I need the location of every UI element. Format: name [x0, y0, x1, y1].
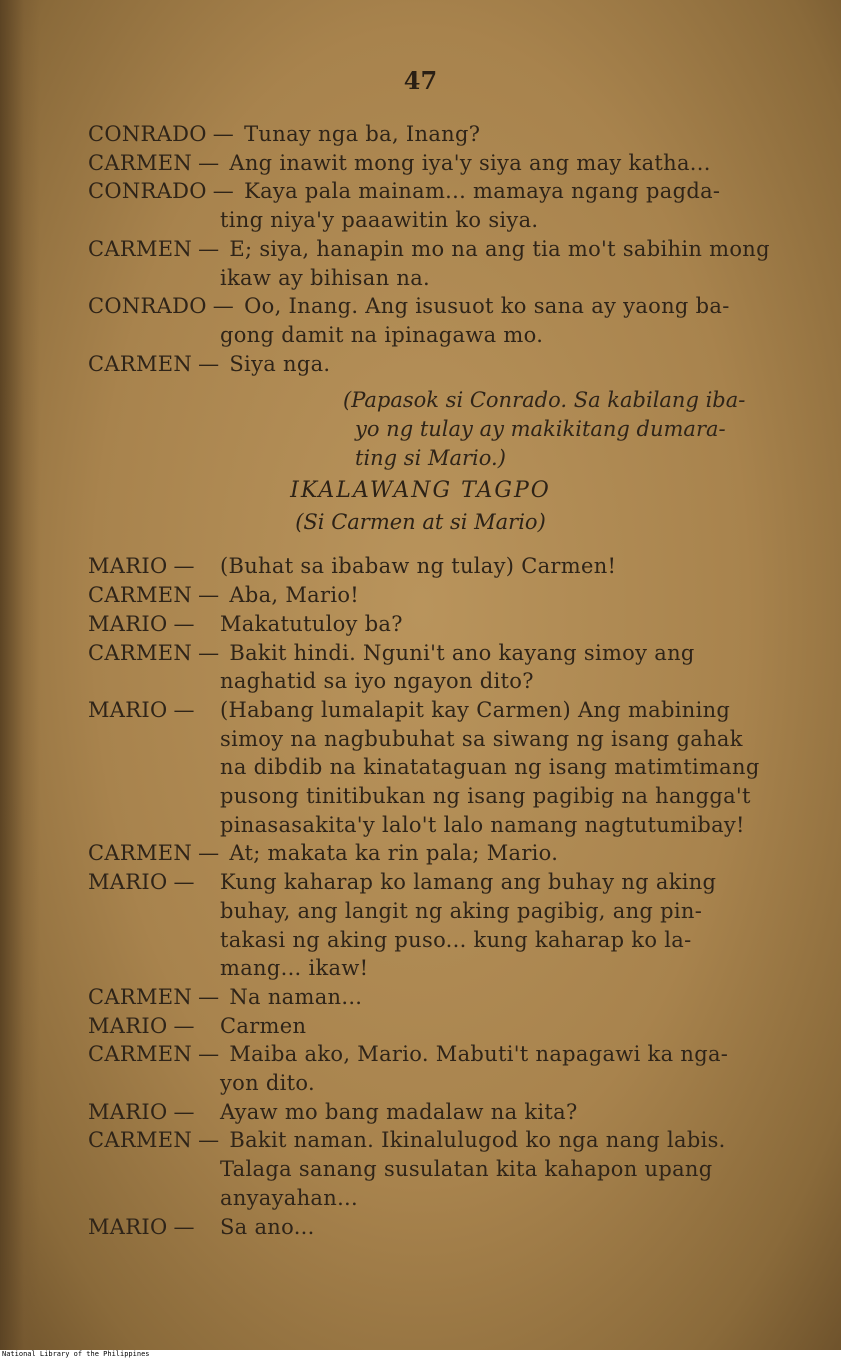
em-dash: — [198, 150, 220, 175]
speech-continuation: na dibdib na kinatataguan ng isang matimtimang [220, 755, 760, 780]
speech-continuation: anyayahan... [220, 1185, 359, 1210]
speech-text: Bakit naman. Ikinalulugod ko nga nang labis. [229, 1128, 726, 1153]
em-dash: — [212, 294, 235, 319]
em-dash: — [173, 1013, 195, 1038]
stage-direction: (Papasok si Conrado. Sa kabilang iba- [343, 388, 746, 413]
em-dash: — [198, 984, 220, 1009]
speech-continuation: ting niya'y paaawitin ko siya. [220, 208, 539, 233]
speech-text: Bakit hindi. Nguni't ano kayang simoy ang [229, 640, 695, 665]
speaker-name: CARMEN — [88, 150, 220, 175]
speech-continuation: mang... ikaw! [220, 956, 369, 981]
em-dash: — [198, 236, 220, 261]
speech-text: Siya nga. [229, 351, 331, 376]
speech-continuation: gong damit na ipinagawa mo. [220, 322, 544, 347]
speech-text: Kaya pala mainam... mamaya ngang pagda- [244, 179, 721, 204]
scene-subtitle: (Si Carmen at si Mario) [295, 510, 546, 535]
speech-continuation: pinasasakita'y lalo't lalo namang nagtutumibay! [220, 812, 745, 837]
speaker-name: MARIO — [88, 1013, 195, 1038]
speech-continuation: ikaw ay bihisan na. [220, 265, 430, 290]
speech-continuation: Talaga sanang susulatan kita kahapon upang [220, 1157, 713, 1182]
em-dash: — [173, 554, 195, 579]
speaker-name: CARMEN — [88, 1128, 220, 1153]
speech-continuation: takasi ng aking puso... kung kaharap ko la- [220, 927, 692, 952]
speaker-name: CARMEN — [88, 984, 220, 1009]
speech-continuation: yon dito. [220, 1071, 315, 1095]
footer-credit: National Library of the Philippines [2, 1350, 150, 1358]
em-dash: — [173, 1214, 195, 1239]
speaker-name: CONRADO — [88, 122, 235, 146]
speaker-name: MARIO — [88, 554, 195, 579]
em-dash: — [212, 179, 235, 204]
speech-text: Maiba ako, Mario. Mabuti't napagawi ka nga- [229, 1042, 729, 1067]
speech-continuation: buhay, ang langit ng aking pagibig, ang pin- [220, 898, 703, 923]
speech-text: Na naman... [229, 984, 363, 1009]
speaker-name: CARMEN — [88, 1042, 220, 1067]
speaker-name: CONRADO — [88, 179, 235, 204]
em-dash: — [173, 697, 195, 722]
stage-direction: yo ng tulay ay makikitang dumara- [355, 417, 726, 441]
speech-text: Tunay nga ba, Inang? [244, 122, 481, 146]
speech-continuation: simoy na nagbubuhat sa siwang ng isang gahak [220, 726, 743, 751]
speech-text: Ang inawit mong iya'y siya ang may katha... [229, 150, 711, 175]
speaker-name: CARMEN — [88, 236, 220, 261]
scene-title: IKALAWANG TAGPO [290, 478, 551, 504]
em-dash: — [198, 583, 220, 608]
speech-text: Oo, Inang. Ang isusuot ko sana ay yaong ba- [244, 294, 730, 319]
em-dash: — [212, 122, 235, 146]
speaker-name: MARIO — [88, 1214, 195, 1239]
page-edge-shadow [0, 0, 40, 1350]
em-dash: — [198, 841, 220, 866]
speaker-name: CARMEN — [88, 841, 220, 866]
speaker-name: CARMEN — [88, 640, 220, 665]
speaker-name: MARIO — [88, 1099, 195, 1124]
page-number: 47 [403, 66, 438, 95]
speaker-name: CONRADO — [88, 294, 235, 319]
em-dash: — [198, 351, 220, 376]
em-dash: — [198, 640, 220, 665]
speech-text: Sa ano... [220, 1214, 315, 1239]
speech-text: At; makata ka rin pala; Mario. [229, 841, 559, 866]
speech-text: Kung kaharap ko lamang ang buhay ng aking [220, 870, 717, 895]
speech-text: Ayaw mo bang madalaw na kita? [220, 1099, 578, 1124]
speech-text: (Buhat sa ibabaw ng tulay) Carmen! [220, 554, 617, 579]
speech-text: Aba, Mario! [229, 583, 360, 608]
speech-continuation: pusong tinitibukan ng isang pagibig na hangga't [220, 784, 751, 808]
em-dash: — [173, 870, 195, 895]
speaker-name: MARIO — [88, 870, 195, 895]
em-dash: — [173, 1099, 195, 1124]
speaker-name: CARMEN — [88, 351, 220, 376]
speech-text: Makatutuloy ba? [220, 611, 403, 636]
speaker-name: MARIO — [88, 697, 195, 722]
speaker-name: MARIO — [88, 611, 195, 636]
em-dash: — [173, 611, 195, 636]
stage-direction: ting si Mario.) [355, 445, 506, 470]
em-dash: — [198, 1042, 220, 1067]
speech-text: E; siya, hanapin mo na ang tia mo't sabihin mong [229, 236, 770, 261]
speech-text: Carmen [220, 1013, 307, 1038]
speaker-name: CARMEN — [88, 583, 220, 608]
speech-continuation: naghatid sa iyo ngayon dito? [220, 669, 534, 694]
em-dash: — [198, 1128, 220, 1153]
speech-text: (Habang lumalapit kay Carmen) Ang mabining [220, 697, 731, 722]
